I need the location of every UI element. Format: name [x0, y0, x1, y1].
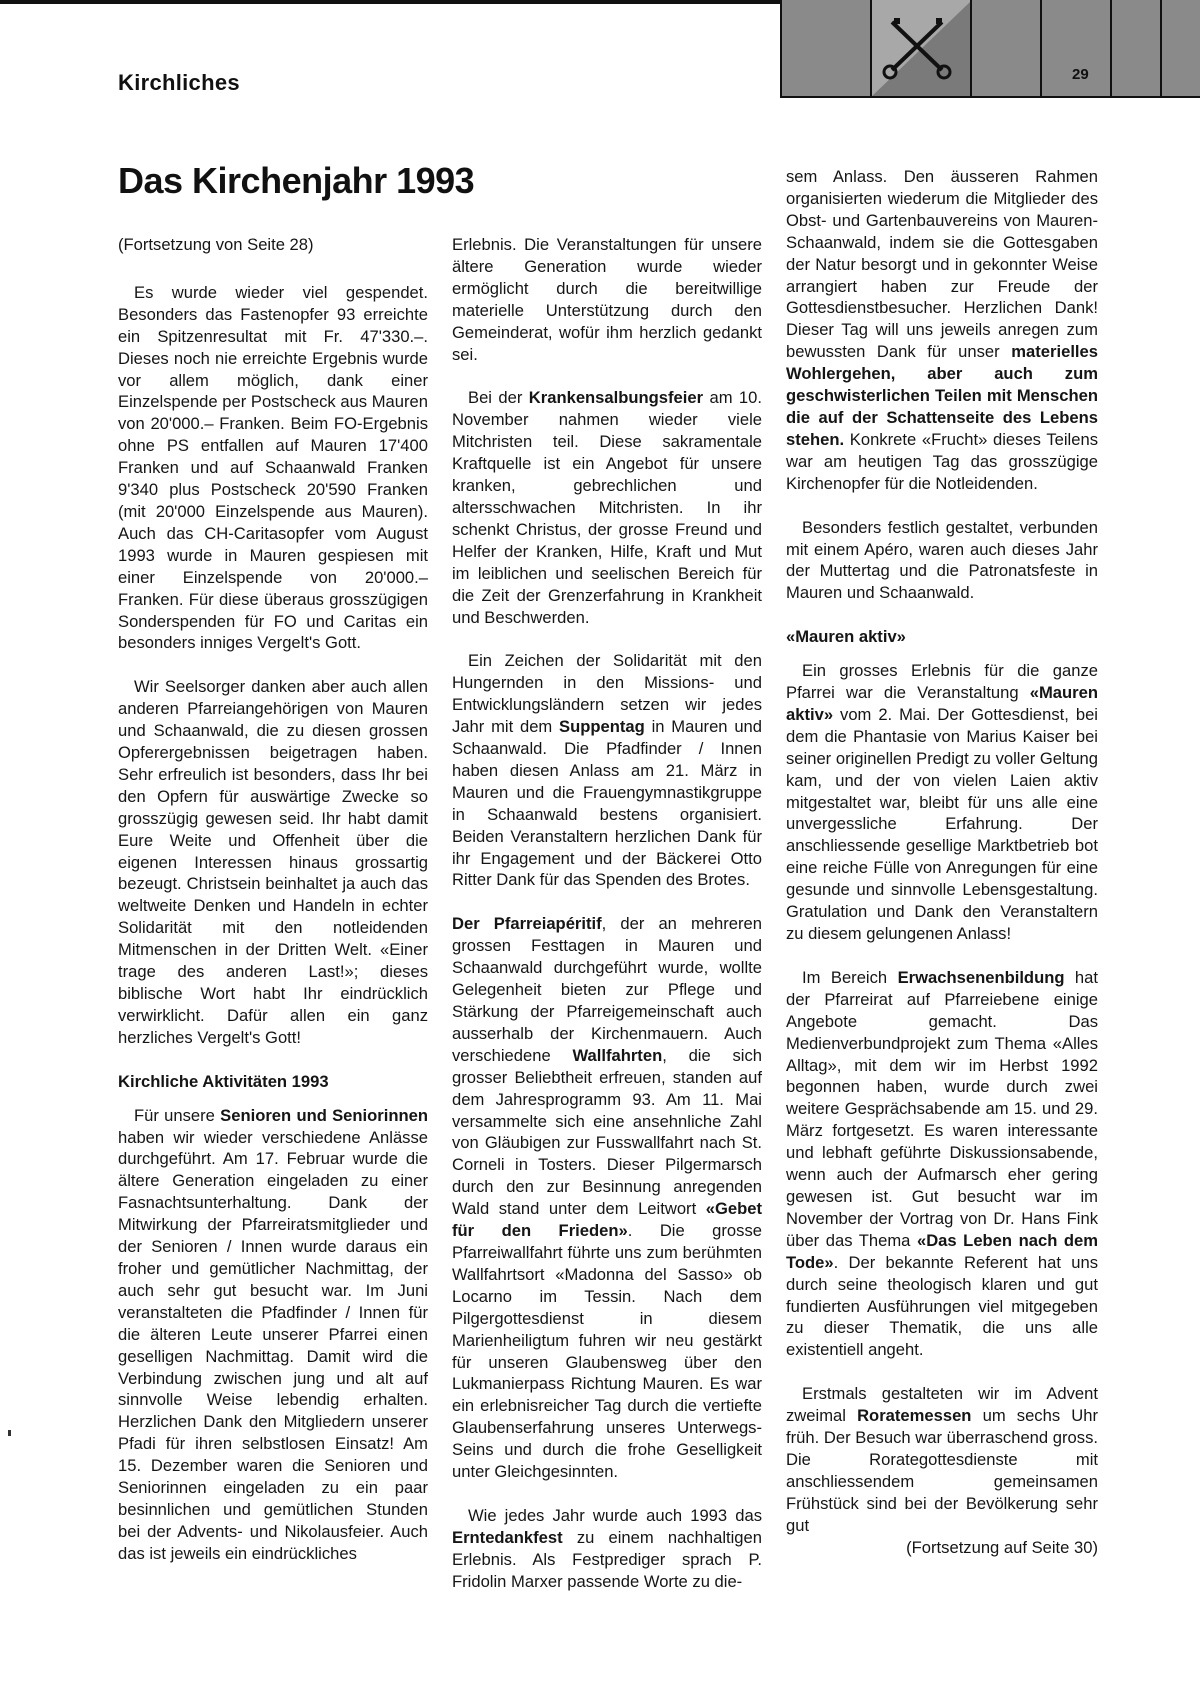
paragraph: Erlebnis. Die Veranstaltungen für unsere ältere Generation wurde wieder ermöglicht durch die bereitwillige materielle Unterstützung durch den Gemeinderat, wofür ihm herzlich gedankt sei. — [452, 235, 762, 364]
paragraph: Bei der Krankensalbungsfeier am 10. November nahmen wieder viele Mitchristen teil. Diese sakramentale Kraftquelle ist ein Angebot für unsere kranken, gebrechlichen und altersschwachen Mitchristen. In ihr schenkt Christus, der grosse Freund und Helfer der Kranken, Hilfe, Kraft und Mut im leiblichen und seelischen Bereich für die Zeit der Grenzerfahrung in Krankheit und Beschwerden. — [452, 388, 763, 627]
paragraph: Wir Seelsorger danken aber auch allen anderen Pfarreiangehörigen von Mauren und Schaanwald, die zu diesen grossen Opferergebnissen beigetragen haben. Sehr erfreulich ist besonders, dass Ihr bei den Opfern für auswärtige Zwecke so grosszügig gewesen seid. Ihr habt damit Eure Weite und Offenheit über die eigenen Interessen hinaus grossartig bezeugt. Christsein beinhaltet ja auch das weltweite Denken und Handeln in echter Solidarität mit den notleidenden Mitmenschen in der Dritten Welt. «Einer trage des anderen Last!»; dieses biblische Wort habt Ihr eindrücklich verwirklicht. Dafür allen ein ganz herzliches Vergelt's Gott! — [118, 677, 428, 1047]
paragraph: Ein Zeichen der Solidarität mit den Hungernden in den Missions- und Entwicklungsländern setzen wir jedes Jahr mit dem Suppentag in Mauren und Schaanwald. Die Pfadfinder / Innen haben diesen Anlass am 21. März in Mauren und die Frauengymnastikgruppe in Schaanwald bestens organisiert. Beiden Veranstaltern herzlichen Dank für ihr Engagement und der Bäckerei Otto Ritter Dank für das Spenden des Brotes. — [452, 651, 762, 890]
paragraph: Besonders festlich gestaltet, verbunden mit einem Apéro, waren auch dieses Jahr der Muttertag und die Patronatsfeste in Mauren und Schaanwald. — [786, 517, 1098, 603]
article-title: Das Kirchenjahr 1993 — [118, 160, 475, 201]
paragraph: Erstmals gestalteten wir im Advent zweimal Roratemessen um sechs Uhr früh. Der Besuch war überraschend gross. Die Rorategottesdienste mit anschliessendem gemeinsamen Frühstück sind bei der Bevölkerung sehr gut — [786, 1384, 1099, 1535]
paragraph: Für unsere Senioren und Seniorinnen haben wir wieder verschiedene Anlässe durchgeführt. Am 17. Februar wurde die ältere Generation eingeladen zu einer Fasnachtsunterhaltung. Dank der Mitwirkung der Pfarreiratsmitglieder und der Senioren / Innen wurde daraus ein froher und gemütlicher Nachmittag, der auch sehr gut besucht war. Im Juni veranstalteten die Pfadfinder / Innen für die älteren Leute unserer Pfarrei einen geselligen Nachmittag. Damit wird die Verbindung zwischen jung und alt auf sinnvolle Weise lebendig erhalten. Herzlichen Dank den Mitgliedern unserer Pfadi für ihren selbstlosen Einsatz! Am 15. Dezember waren die Senioren und Seniorinnen eingeladen zu ein paar besinnlichen und gemütlichen Stunden bei der Advents- und Nikolausfeier. Auch das ist jeweils ein eindrückliches — [118, 1105, 428, 1563]
page-number: 29 — [1072, 66, 1089, 83]
paragraph: Ein grosses Erlebnis für die ganze Pfarrei war die Veranstaltung «Mauren aktiv» vom 2. Mai. Der Gottesdienst, bei dem die Phantasie von Marius Kaiser bei seiner originellen Predigt zu voller Geltung kam, und der von vielen Laien aktiv mitgestaltet war, bleibt für uns alle eine unvergessliche Erfahrung. Der anschliessende gesellige Marktbetrieb bot eine reiche Fülle von Anregungen für eine gesunde und sinnvolle Lebensgestaltung. Gratulation und Dank den Veranstaltern zu diesem gelungenen Anlass! — [786, 661, 1098, 943]
paragraph: Es wurde wieder viel gespendet. Besonders das Fastenopfer 93 erreichte ein Spitzenresultat mit Fr. 47'330.–. Dieses noch nie erreichte Ergebnis wurde vor allem möglich, dank einer Einzelspende per Postscheck aus Mauren von 20'000.– Franken. Beim FO-Ergebnis ohne PS entfallen auf Mauren 17'400 Franken und auf Schaanwald Franken 9'340 plus Postscheck 20'590 Franken (mit 20'000 Einzelspende aus Mauren). Auch das CH-Caritasopfer vom August 1993 wurde in Mauren gespiesen mit einer Einzelspende von 20'000.– Franken. Für diese überaus grosszügigen Sonderspenden für FO und Caritas ein besonders inniges Vergelt's Gott. — [118, 282, 428, 653]
header-box — [1160, 0, 1200, 96]
column-3 — [786, 166, 1098, 1558]
section-title: Kirchliches — [118, 70, 240, 95]
header-baseline — [780, 96, 1200, 98]
crossed-keys-emblem-icon — [872, 0, 972, 96]
header-emblem-box — [870, 0, 972, 96]
paragraph: Der Pfarreiapéritif, der an mehreren grossen Festtagen in Mauren und Schaanwald durchgeführt wurde, wollte Gelegenheit bieten zur Pflege und Stärkung der Pfarreigemeinschaft auch ausserhalb der Kirchenmauern. Auch verschiedene Wallfahrten, die sich grosser Beliebtheit erfreuen, standen auf dem Jahresprogramm 93. Am 11. Mai versammelte sich eine ansehnliche Zahl von Gläubigen zur Fusswallfahrt nach St. Corneli in Tosters. Dieser Pilgermarsch durch den zur Besinnung anregenden Wald stand unter dem Leitwort «Gebet für den Frieden». Die grosse Pfarreiwallfahrt führte uns zum berühmten Wallfahrtsort «Madonna del Sasso» ob Locarno im Tessin. Nach dem Pilgergottesdienst in diesem Marienheiligtum fuhren wir neu gestärkt für unseren Glaubensweg über den Lukmanierpass Richtung Mauren. Es war ein erlebnisreicher Tag durch die vertiefte Glaubenserfahrung unseres Unterwegs-Seins und durch die frohe Geselligkeit unter Gleichgesinnten. — [452, 914, 763, 1482]
column-1 — [118, 234, 428, 1565]
paragraph: sem Anlass. Den äusseren Rahmen organisierten wiederum die Mitglieder des Obst- und Gartenbauvereins von Mauren-Schaanwald, indem sie die Gottesgaben der Natur besorgt und in gekonnter Weise arrangiert haben zur Freude der Gottesdienstbesucher. Herzlichen Dank! Dieser Tag will uns jeweils anregen zum bewussten Dank für unser materielles Wohlergehen, aber auch zum geschwisterlichen Teilen mit Menschen die auf der Schattenseite des Lebens stehen. Konkrete «Frucht» dieses Teilens war am heutigen Tag das grosszügige Kirchenopfer für die Notleidenden. — [786, 167, 1098, 493]
subheading: Kirchliche Aktivitäten 1993 — [118, 1071, 329, 1091]
paragraph: Im Bereich Erwachsenenbildung hat der Pfarreirat auf Pfarreiebene einige Angebote gemacht. Das Medienverbundprojekt zum Thema «Alles Alltag», mit dem wir im Herbst 1992 begonnen haben, wurde durch zwei weitere Gesprächsabende am 15. und 29. März fortgesetzt. Es waren interessante und lebhaft geführte Diskussionsabende, wenn auch der Aufmarsch eher gering gewesen ist. Gut besucht war im November der Vortrag von Dr. Hans Fink über das Thema «Das Leben nach dem Tode». Der bekannte Referent hat uns durch seine theologisch klaren und gut fundierten Ausführungen viel mitgegeben zu dieser Thematik, die uns alle existentiell angeht. — [786, 967, 1098, 1360]
paragraph: Wie jedes Jahr wurde auch 1993 das Erntedankfest zu einem nachhaltigen Erlebnis. Als Festprediger sprach P. Fridolin Marxer passende Worte zu die- — [452, 1505, 762, 1591]
continued-to: (Fortsetzung auf Seite 30) — [906, 1537, 1098, 1557]
header-strip — [780, 0, 1200, 96]
column-2 — [452, 234, 762, 1593]
continued-from: (Fortsetzung von Seite 28) — [118, 235, 314, 254]
header-box — [1110, 0, 1162, 96]
header-box — [970, 0, 1042, 96]
scan-mark — [8, 1430, 11, 1436]
header-box — [780, 0, 872, 96]
subheading: «Mauren aktiv» — [786, 627, 906, 647]
